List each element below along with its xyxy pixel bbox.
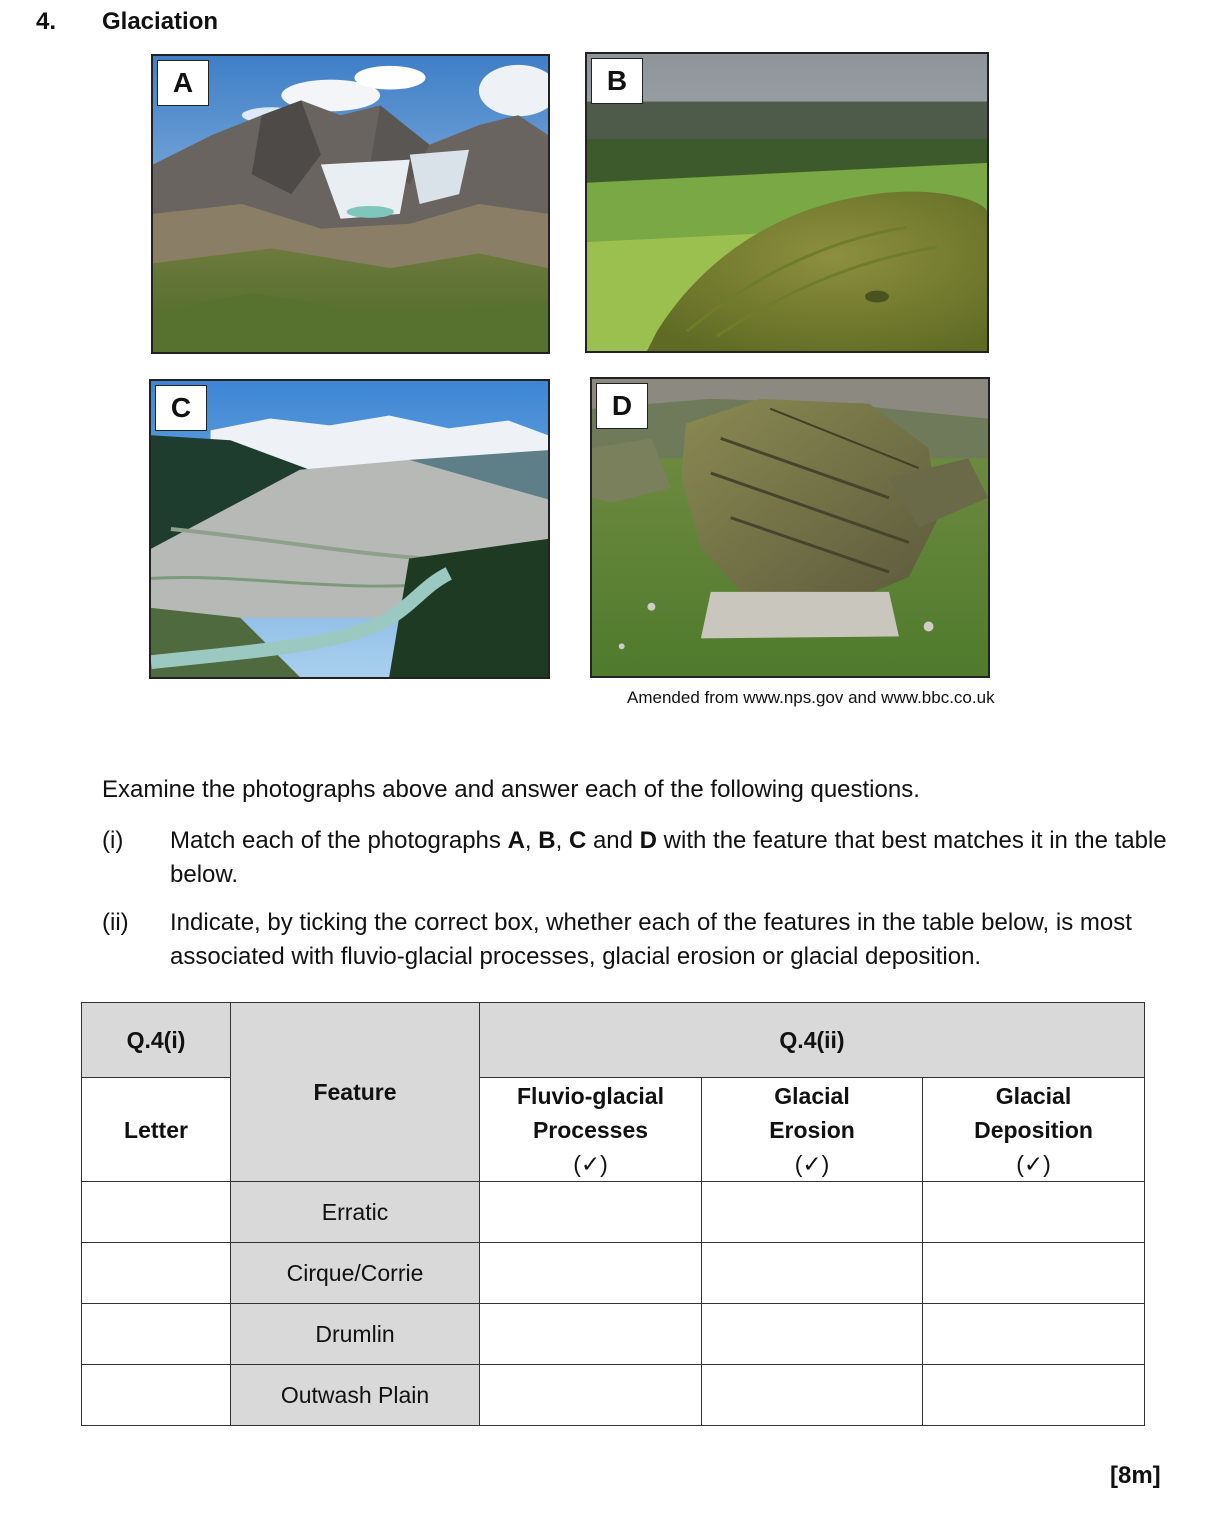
photo-a-image [153, 56, 548, 352]
photo-a-label: A [157, 60, 209, 106]
tick-cell-glacial-erosion[interactable] [702, 1243, 923, 1304]
table-row [82, 1182, 1145, 1243]
letter-answer-cell[interactable] [82, 1365, 231, 1426]
tick-cell-glacial-erosion[interactable] [702, 1365, 923, 1426]
feature-header: Feature [231, 1003, 480, 1182]
tick-cell-fluvio-glacial[interactable] [480, 1365, 702, 1426]
tick-cell-glacial-erosion[interactable] [702, 1182, 923, 1243]
column-header-fluvio-glacial: Fluvio-glacial Processes (✓) [480, 1078, 702, 1182]
photo-d-label: D [596, 383, 648, 429]
photo-c-image [151, 381, 548, 677]
letter-answer-cell[interactable] [82, 1182, 231, 1243]
photo-c-label: C [155, 385, 207, 431]
photo-credit: Amended from www.nps.gov and www.bbc.co.uk [627, 688, 995, 707]
tick-cell-fluvio-glacial[interactable] [480, 1243, 702, 1304]
tick-cell-glacial-deposition[interactable] [923, 1304, 1145, 1365]
instruction-numeral-i: (i) [102, 827, 124, 854]
letter-answer-cell[interactable] [82, 1243, 231, 1304]
photo-c-outwash-plain [149, 379, 550, 679]
letter-header: Letter [82, 1078, 231, 1182]
feature-cell: Outwash Plain [231, 1365, 480, 1426]
tick-cell-glacial-deposition[interactable] [923, 1243, 1145, 1304]
photo-b-label: B [591, 58, 643, 104]
marks-total: [8m] [1110, 1462, 1161, 1489]
tick-cell-glacial-erosion[interactable] [702, 1304, 923, 1365]
column-header-glacial-erosion: Glacial Erosion (✓) [702, 1078, 923, 1182]
tick-icon: (✓) [573, 1150, 608, 1177]
tick-cell-glacial-deposition[interactable] [923, 1365, 1145, 1426]
photo-d-image [592, 379, 988, 676]
feature-cell: Erratic [231, 1182, 480, 1243]
table-row [82, 1304, 1145, 1365]
instruction-text-i: Match each of the photographs A, B, C and D with the feature that best matches it in the table below. [170, 827, 1167, 888]
answer-table [81, 1002, 1145, 1426]
photo-a-cirque [151, 54, 550, 354]
table-row [82, 1243, 1145, 1304]
photo-d-erratic [590, 377, 990, 678]
tick-cell-fluvio-glacial[interactable] [480, 1304, 702, 1365]
letter-answer-cell[interactable] [82, 1304, 231, 1365]
table-row [82, 1365, 1145, 1426]
tick-icon: (✓) [1016, 1150, 1051, 1177]
question-title: Glaciation [102, 8, 219, 35]
instruction-text-ii: Indicate, by ticking the correct box, whether each of the features in the table below, is most associated with fluvio-glacial processes, glacial erosion or glacial deposition. [170, 909, 1132, 970]
instructions-intro: Examine the photographs above and answer each of the following questions. [102, 776, 920, 803]
question-number: 4. [36, 8, 57, 35]
feature-cell: Cirque/Corrie [231, 1243, 480, 1304]
feature-cell: Drumlin [231, 1304, 480, 1365]
tick-cell-glacial-deposition[interactable] [923, 1182, 1145, 1243]
photo-b-drumlin [585, 52, 989, 353]
part-i-header: Q.4(i) [82, 1003, 231, 1078]
part-ii-header: Q.4(ii) [480, 1003, 1145, 1078]
tick-icon: (✓) [794, 1150, 830, 1177]
tick-cell-fluvio-glacial[interactable] [480, 1182, 702, 1243]
photo-b-image [587, 54, 987, 351]
instruction-numeral-ii: (ii) [102, 909, 129, 936]
column-header-glacial-deposition: Glacial Deposition (✓) [923, 1078, 1145, 1182]
